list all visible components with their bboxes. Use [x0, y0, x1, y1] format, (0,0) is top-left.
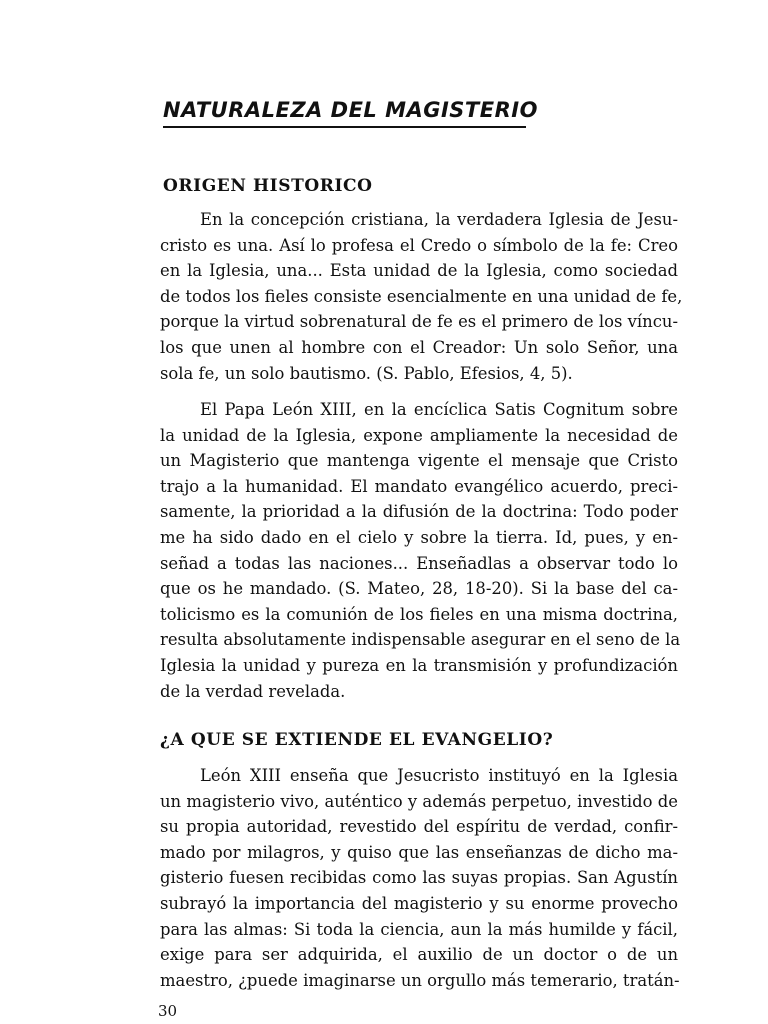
text-line: sola fe, un solo bautismo. (S. Pablo, Efesios, 4, 5). [160, 363, 573, 383]
text-line: su propia autoridad, revestido del espíritu de verdad, confir- [160, 817, 678, 837]
text-line: maestro, ¿puede imaginarse un orgullo más temerario, tratán- [160, 970, 680, 990]
text-line: en la Iglesia, una... Esta unidad de la Iglesia, como sociedad [160, 261, 678, 281]
text-line: En la concepción cristiana, la verdadera Iglesia de Jesu- [200, 210, 678, 229]
title-underline [163, 126, 526, 128]
text-line: gisterio fuesen recibidas como las suyas propias. San Agustín [160, 868, 678, 888]
paragraph-2 [160, 397, 681, 704]
text-line: un magisterio vivo, auténtico y además perpetuo, investido de [160, 791, 678, 811]
text-line: samente, la prioridad a la difusión de la doctrina: Todo poder [160, 502, 678, 522]
text-line: me ha sido dado en el cielo y sobre la tierra. Id, pues, y en- [160, 527, 678, 547]
text-line: la unidad de la Iglesia, expone ampliamente la necesidad de [160, 425, 678, 445]
section-heading-evangelio: ¿A QUE SE EXTIENDE EL EVANGELIO? [160, 730, 554, 750]
text-line: porque la virtud sobrenatural de fe es el primero de los víncu- [160, 312, 678, 332]
text-line: exige para ser adquirida, el auxilio de un doctor o de un [160, 945, 678, 965]
text-line: resulta absolutamente indispensable asegurar en el seno de la [160, 630, 681, 650]
text-line: que os he mandado. (S. Mateo, 28, 18-20). Si la base del ca- [160, 579, 678, 599]
text-line: trajo a la humanidad. El mandato evangélico acuerdo, preci- [160, 476, 678, 496]
section-heading-origen: ORIGEN HISTORICO [163, 176, 373, 196]
page-title: NATURALEZA DEL MAGISTERIO [163, 98, 538, 122]
text-line: mado por milagros, y quiso que las enseñanzas de dicho ma- [160, 842, 678, 862]
text-line: Iglesia la unidad y pureza en la transmisión y profundización [160, 655, 678, 675]
text-line: señad a todas las naciones... Enseñadlas a observar todo lo [160, 553, 678, 573]
text-line: para las almas: Si toda la ciencia, aun la más humilde y fácil, [160, 919, 678, 939]
page-number: 30 [158, 1002, 178, 1020]
text-line: subrayó la importancia del magisterio y su enorme provecho [160, 893, 678, 913]
text-line: tolicismo es la comunión de los fieles en una misma doctrina, [160, 604, 678, 624]
text-line: cristo es una. Así lo profesa el Credo o símbolo de la fe: Creo [160, 235, 678, 255]
paragraph-3 [160, 763, 678, 993]
text-line: El Papa León XIII, en la encíclica Satis Cognitum sobre [200, 400, 678, 419]
text-line: los que unen al hombre con el Creador: Un solo Señor, una [160, 337, 678, 357]
text-line: de la verdad revelada. [160, 681, 346, 701]
text-line: León XIII enseña que Jesucristo instituyó en la Iglesia [200, 766, 678, 785]
text-line: de todos los fieles consiste esencialmente en una unidad de fe, [160, 286, 683, 306]
text-line: un Magisterio que mantenga vigente el mensaje que Cristo [160, 451, 678, 471]
paragraph-1 [160, 207, 683, 386]
